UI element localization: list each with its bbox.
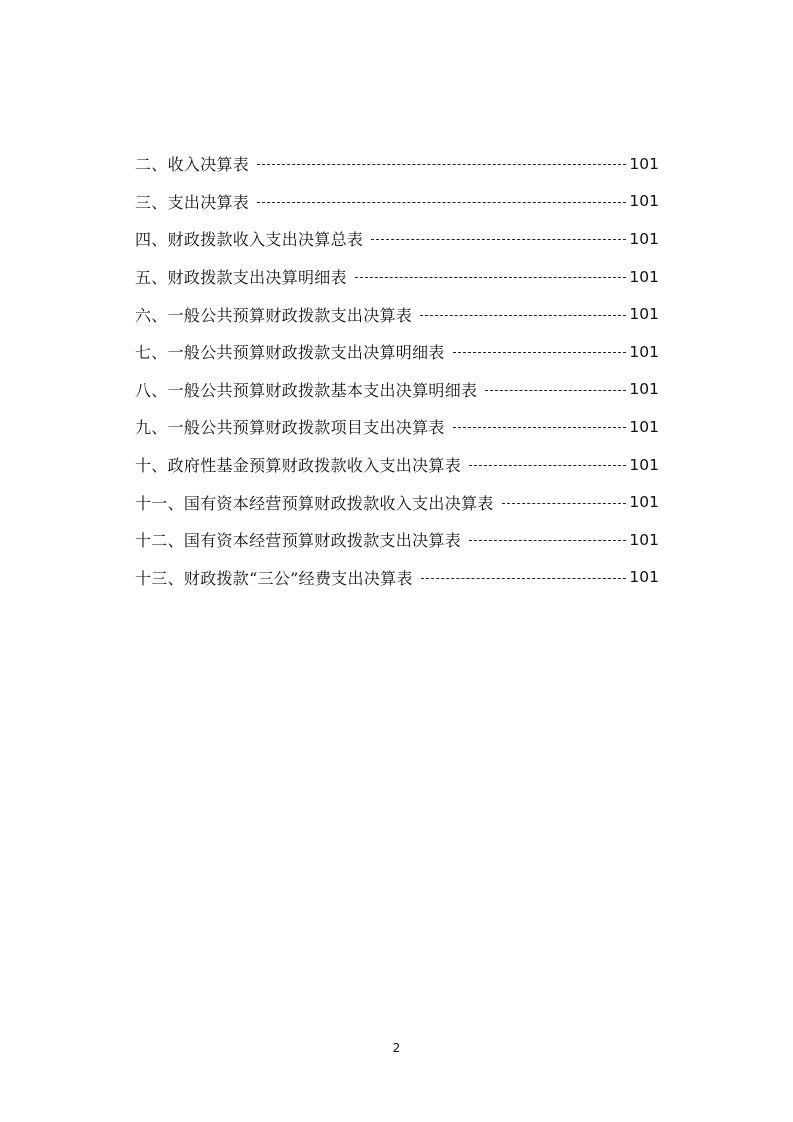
toc-entry[interactable] <box>135 295 659 333</box>
toc-entry[interactable] <box>135 408 659 446</box>
toc-entry-title: 九、一般公共预算财政拨款项目支出决算表 <box>135 418 445 438</box>
toc-entry-page: 101 <box>629 568 659 587</box>
toc-entry-page: 101 <box>629 417 659 436</box>
toc-entry[interactable] <box>135 483 659 521</box>
toc-entry-page: 101 <box>629 493 659 512</box>
toc-entry-title: 十、政府性基金预算财政拨款收入支出决算表 <box>135 456 462 476</box>
toc-entry-page: 101 <box>629 342 659 361</box>
toc-entry-title: 三、支出决算表 <box>135 192 250 212</box>
toc-leader-line <box>469 540 626 541</box>
toc-entry-title: 十一、国有资本经营预算财政拨款收入支出决算表 <box>135 493 494 513</box>
toc-entry-title: 十三、财政拨款“三公”经费支出决算表 <box>135 568 413 588</box>
table-of-contents <box>135 145 659 596</box>
toc-entry[interactable] <box>135 220 659 258</box>
toc-entry-title: 六、一般公共预算财政拨款支出决算表 <box>135 305 413 325</box>
toc-leader-line <box>453 427 627 428</box>
toc-entry[interactable] <box>135 183 659 221</box>
toc-entry-page: 101 <box>629 530 659 549</box>
toc-entry[interactable] <box>135 333 659 371</box>
toc-entry[interactable] <box>135 145 659 183</box>
toc-leader-line <box>502 503 627 504</box>
toc-leader-line <box>421 578 627 579</box>
toc-entry-page: 101 <box>629 229 659 248</box>
toc-entry[interactable] <box>135 559 659 597</box>
toc-entry[interactable] <box>135 371 659 409</box>
page-number: 2 <box>392 1041 401 1055</box>
toc-leader-line <box>485 390 626 391</box>
toc-leader-line <box>355 277 627 278</box>
toc-entry[interactable] <box>135 521 659 559</box>
toc-entry-page: 101 <box>629 192 659 211</box>
toc-leader-line <box>469 465 626 466</box>
toc-leader-line <box>420 315 626 316</box>
toc-entry-title: 五、财政拨款支出决算明细表 <box>135 268 347 288</box>
toc-entry-title: 七、一般公共预算财政拨款支出决算明细表 <box>135 343 445 363</box>
toc-entry-title: 二、收入决算表 <box>135 155 250 175</box>
toc-entry-title: 八、一般公共预算财政拨款基本支出决算明细表 <box>135 380 478 400</box>
toc-entry[interactable] <box>135 258 659 296</box>
toc-leader-line <box>453 352 627 353</box>
toc-leader-line <box>371 239 626 240</box>
toc-entry[interactable] <box>135 446 659 484</box>
toc-entry-page: 101 <box>629 154 659 173</box>
toc-entry-page: 101 <box>629 305 659 324</box>
toc-leader-line <box>257 202 626 203</box>
toc-entry-page: 101 <box>629 455 659 474</box>
toc-entry-title: 十二、国有资本经营预算财政拨款支出决算表 <box>135 531 462 551</box>
toc-entry-page: 101 <box>629 380 659 399</box>
toc-entry-page: 101 <box>629 267 659 286</box>
toc-leader-line <box>257 164 626 165</box>
toc-entry-title: 四、财政拨款收入支出决算总表 <box>135 230 364 250</box>
